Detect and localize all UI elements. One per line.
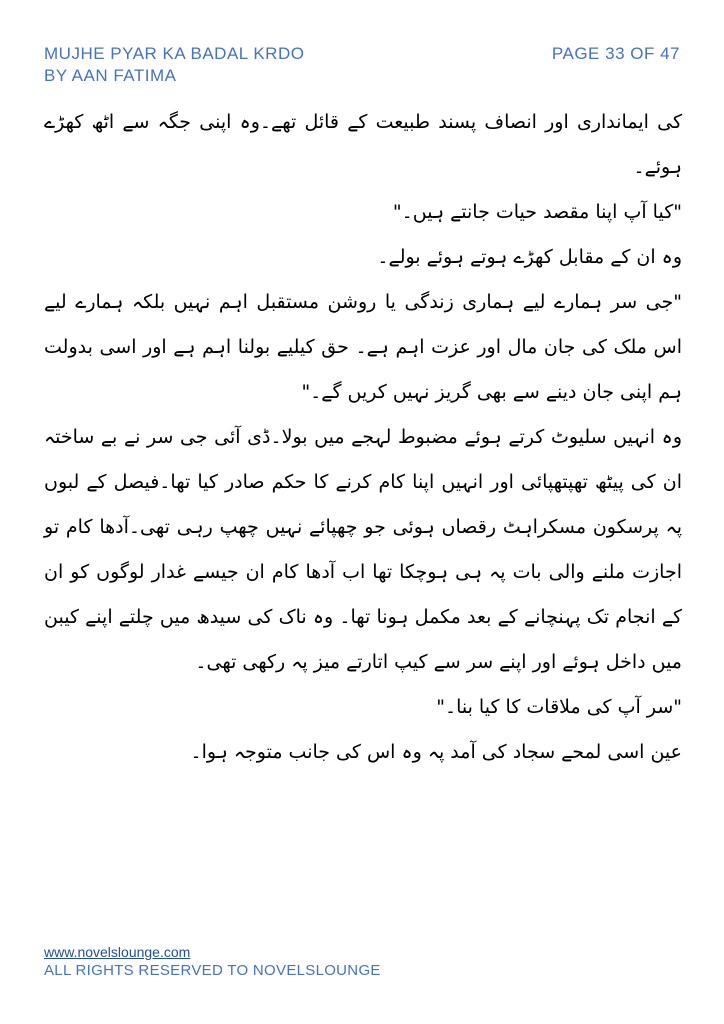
copyright-notice: ALL RIGHTS RESERVED TO NOVELSLOUNGE bbox=[44, 962, 381, 979]
paragraph: وہ ان کے مقابل کھڑے ہوتے ہوئے بولے۔ bbox=[377, 246, 682, 268]
paragraph: "جی سر ہمارے لیے ہماری زندگی یا روشن مستقبل اہم نہیں بلکہ ہمارے لیے اس ملک کی جان مال اور عزت اہم ہے۔ حق کیلیے بولنا اہم ہے اور اسی بدولت ہم اپنی جان دینے سے بھی گریز نہیں کریں گے۔" bbox=[44, 291, 682, 403]
paragraph: "سر آپ کی ملاقات کا کیا بنا۔" bbox=[436, 696, 682, 718]
paragraph: وہ انہیں سلیوٹ کرتے ہوئے مضبوط لہجے میں بولا۔ڈی آئی جی سر نے بے ساختہ ان کی پیٹھ تھپتھپائی اور انہیں اپنا کام کرنے کا حکم صادر کیا تھا۔فیصل کے لبوں پہ پرسکون مسکراہٹ رقصاں ہوئی جو چھپائے نہیں چھپ رہی تھی۔آدھا کام تو اجازت ملنے والی بات پہ ہی ہوچکا تھا اب آدھا کام ان جیسے غدار لوگوں کو ان کے انجام تک پہنچانے کے بعد مکمل ہونا تھا۔ وہ ناک کی سیدھ میں چلتے اپنے کیبن میں داخل ہوئے اور اپنے سر سے کیپ اتارتے میز پہ رکھی تھی۔ bbox=[44, 426, 682, 673]
story-text bbox=[44, 100, 682, 775]
paragraph: "کیا آپ اپنا مقصد حیات جانتے ہیں۔" bbox=[392, 201, 682, 223]
header-title: MUJHE PYAR KA BADAL KRDO bbox=[44, 44, 305, 63]
paragraph: کی ایمانداری اور انصاف پسند طبیعت کے قائل تھے۔وہ اپنی جگہ سے اٹھ کھڑے ہوئے۔ bbox=[44, 111, 682, 178]
website-link[interactable]: www.novelslounge.com bbox=[44, 944, 191, 960]
paragraph: عین اسی لمحے سجاد کی آمد پہ وہ اس کی جانب متوجہ ہوا۔ bbox=[190, 741, 682, 763]
header-author: BY AAN FATIMA bbox=[44, 66, 177, 85]
page-number: PAGE 33 OF 47 bbox=[551, 44, 680, 63]
